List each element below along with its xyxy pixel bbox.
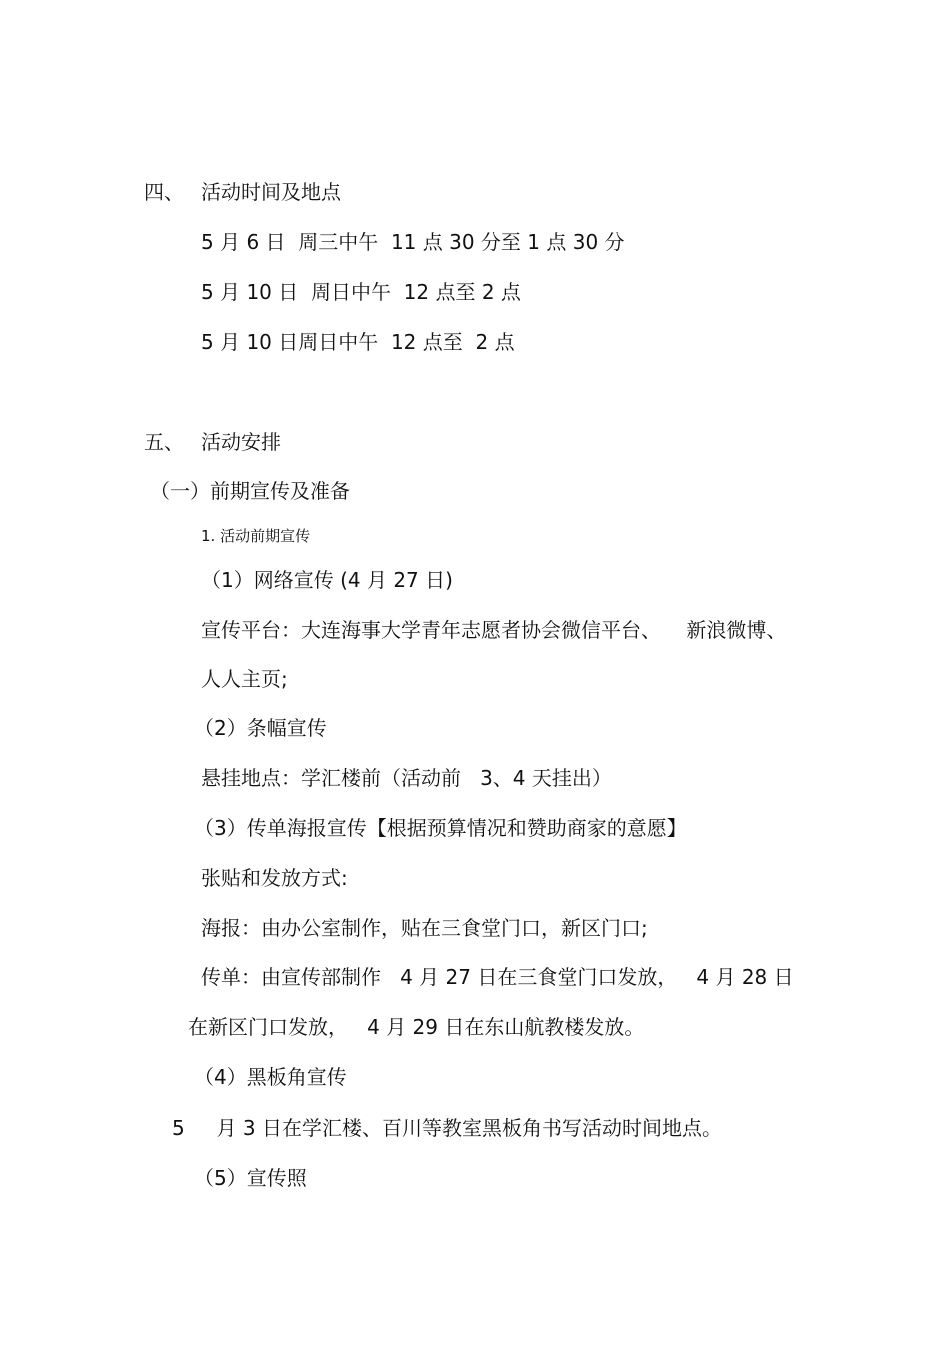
paragraph-leaflet-2: 在新区门口发放， 4 月 29 日在东山航教楼发放。 bbox=[188, 1015, 645, 1039]
paragraph-blackboard: （4）黑板角宣传 bbox=[194, 1065, 347, 1089]
paragraph-banner: （2）条幅宣传 bbox=[194, 716, 327, 740]
time-line-3: 5 月 10 日周日中午 12 点至 2 点 bbox=[201, 330, 515, 354]
paragraph-banner-location: 悬挂地点：学汇楼前（活动前 3、4 天挂出） bbox=[201, 766, 612, 790]
section-5-number: 五、 bbox=[144, 430, 184, 454]
section-4-number: 四、 bbox=[144, 180, 184, 204]
paragraph-blackboard-detail: 5 月 3 日在学汇楼、百川等教室黑板角书写活动时间地点。 bbox=[172, 1116, 722, 1140]
paragraph-platform-2: 人人主页; bbox=[201, 667, 288, 691]
subsection-heading: （一）前期宣传及准备 bbox=[150, 479, 350, 503]
section-5-heading: 活动安排 bbox=[201, 430, 281, 454]
paragraph-photo-promo: （5）宣传照 bbox=[194, 1166, 307, 1190]
paragraph-poster: 海报：由办公室制作，贴在三食堂门口，新区门口; bbox=[201, 916, 648, 940]
time-line-2: 5 月 10 日 周日中午 12 点至 2 点 bbox=[201, 280, 521, 304]
time-line-1: 5 月 6 日 周三中午 11 点 30 分至 1 点 30 分 bbox=[201, 230, 625, 254]
paragraph-leaflet-1: 传单：由宣传部制作 4 月 27 日在三食堂门口发放， 4 月 28 日 bbox=[201, 965, 794, 989]
item-heading: 1. 活动前期宣传 bbox=[201, 527, 311, 545]
paragraph-flyer: （3）传单海报宣传【根据预算情况和赞助商家的意愿】 bbox=[194, 816, 687, 840]
paragraph-platform-1: 宣传平台：大连海事大学青年志愿者协会微信平台、 新浪微博、 bbox=[201, 618, 787, 642]
section-4-heading: 活动时间及地点 bbox=[201, 180, 341, 204]
paragraph-distribution: 张贴和发放方式: bbox=[201, 866, 348, 890]
paragraph-network-promo: （1）网络宣传 (4 月 27 日) bbox=[201, 568, 453, 592]
